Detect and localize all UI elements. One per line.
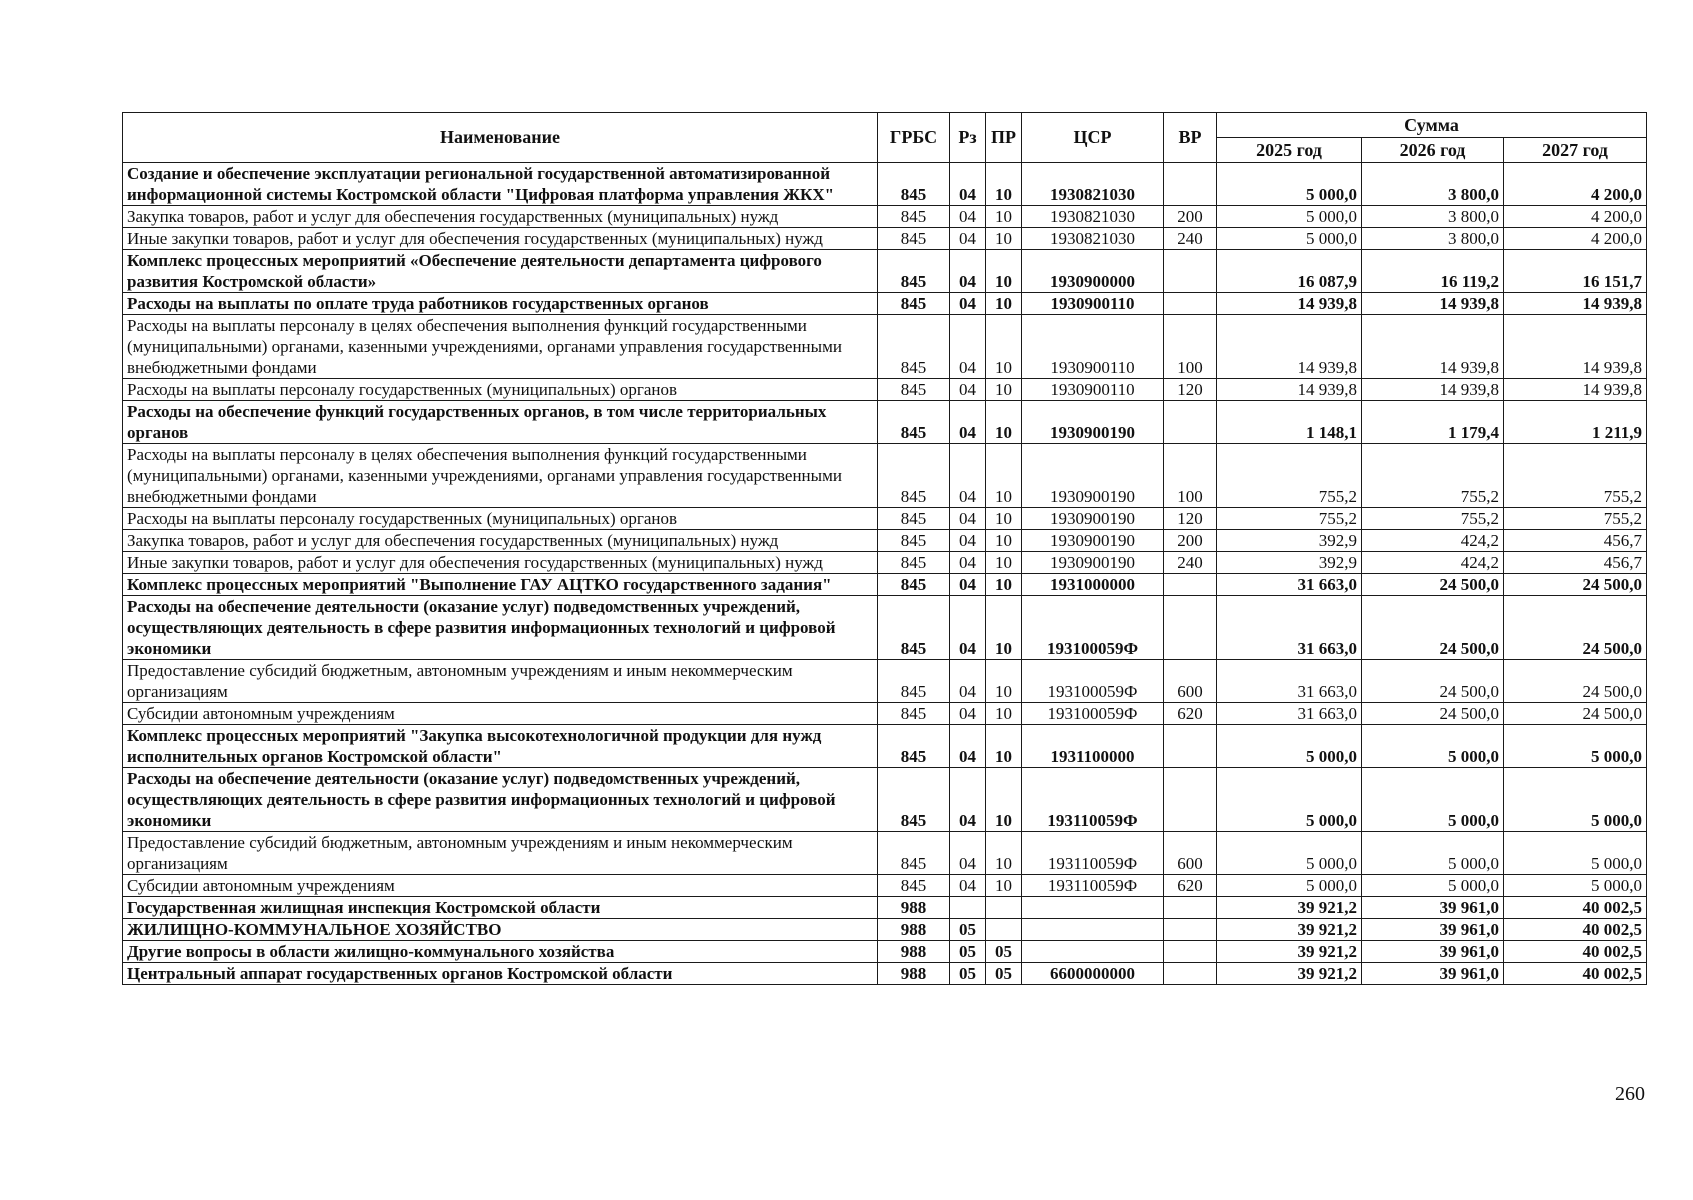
- cell-sum-2027: 16 151,7: [1504, 250, 1647, 293]
- table-row: [123, 919, 1647, 941]
- cell-sum-2025: 1 148,1: [1217, 401, 1362, 444]
- cell-csr: [1022, 897, 1164, 919]
- cell-vr: [1164, 401, 1217, 444]
- cell-pr: 10: [986, 228, 1022, 250]
- cell-vr: [1164, 941, 1217, 963]
- cell-csr: 193110059Ф: [1022, 875, 1164, 897]
- cell-vr: [1164, 293, 1217, 315]
- cell-pr: 10: [986, 444, 1022, 508]
- cell-name: Иные закупки товаров, работ и услуг для обеспечения государственных (муниципальных) нужд: [123, 228, 878, 250]
- cell-rz: 04: [950, 530, 986, 552]
- cell-pr: 10: [986, 768, 1022, 832]
- cell-vr: [1164, 897, 1217, 919]
- cell-grbs: 988: [878, 941, 950, 963]
- cell-sum-2026: 39 961,0: [1362, 963, 1504, 985]
- cell-sum-2025: 5 000,0: [1217, 163, 1362, 206]
- cell-name: Расходы на обеспечение деятельности (оказание услуг) подведомственных учреждений, осуществляющих деятельность в сфере развития информационных технологий и цифровой экономики: [123, 596, 878, 660]
- cell-name: Расходы на выплаты по оплате труда работников государственных органов: [123, 293, 878, 315]
- cell-sum-2025: 31 663,0: [1217, 703, 1362, 725]
- cell-sum-2027: 4 200,0: [1504, 206, 1647, 228]
- cell-name: Расходы на выплаты персоналу в целях обеспечения выполнения функций государственными (муниципальными) органами, казенными учреждениями, органами управления государственными внебюджетными фондами: [123, 315, 878, 379]
- cell-rz: 04: [950, 574, 986, 596]
- cell-csr: 1930900190: [1022, 444, 1164, 508]
- cell-rz: 04: [950, 315, 986, 379]
- header-grbs: ГРБС: [878, 113, 950, 163]
- cell-sum-2025: 14 939,8: [1217, 379, 1362, 401]
- cell-rz: [950, 897, 986, 919]
- cell-pr: 10: [986, 315, 1022, 379]
- cell-sum-2027: 4 200,0: [1504, 228, 1647, 250]
- cell-grbs: 845: [878, 206, 950, 228]
- table-row: [123, 703, 1647, 725]
- cell-vr: 120: [1164, 508, 1217, 530]
- cell-rz: 04: [950, 508, 986, 530]
- cell-name: Расходы на обеспечение деятельности (оказание услуг) подведомственных учреждений, осуществляющих деятельность в сфере развития информационных технологий и цифровой экономики: [123, 768, 878, 832]
- cell-sum-2025: 31 663,0: [1217, 574, 1362, 596]
- cell-grbs: 845: [878, 401, 950, 444]
- cell-sum-2027: 24 500,0: [1504, 660, 1647, 703]
- cell-sum-2025: 392,9: [1217, 530, 1362, 552]
- cell-rz: 04: [950, 250, 986, 293]
- table-row: [123, 379, 1647, 401]
- cell-sum-2025: 5 000,0: [1217, 228, 1362, 250]
- cell-grbs: 845: [878, 379, 950, 401]
- cell-sum-2027: 456,7: [1504, 530, 1647, 552]
- header-name: Наименование: [123, 113, 878, 163]
- cell-vr: [1164, 574, 1217, 596]
- cell-grbs: 845: [878, 596, 950, 660]
- cell-sum-2026: 3 800,0: [1362, 206, 1504, 228]
- cell-sum-2027: 456,7: [1504, 552, 1647, 574]
- cell-sum-2026: 424,2: [1362, 552, 1504, 574]
- cell-rz: 04: [950, 703, 986, 725]
- cell-name: Государственная жилищная инспекция Костромской области: [123, 897, 878, 919]
- cell-rz: 04: [950, 596, 986, 660]
- cell-pr: 10: [986, 401, 1022, 444]
- cell-name: Субсидии автономным учреждениям: [123, 875, 878, 897]
- table-row: [123, 552, 1647, 574]
- cell-sum-2025: 14 939,8: [1217, 315, 1362, 379]
- cell-rz: 04: [950, 206, 986, 228]
- cell-name: Закупка товаров, работ и услуг для обеспечения государственных (муниципальных) нужд: [123, 206, 878, 228]
- table-body: [123, 163, 1647, 985]
- cell-sum-2026: 16 119,2: [1362, 250, 1504, 293]
- cell-sum-2026: 5 000,0: [1362, 725, 1504, 768]
- cell-name: Расходы на выплаты персоналу государственных (муниципальных) органов: [123, 379, 878, 401]
- cell-sum-2025: 14 939,8: [1217, 293, 1362, 315]
- table-row: [123, 574, 1647, 596]
- cell-rz: 05: [950, 963, 986, 985]
- cell-csr: [1022, 919, 1164, 941]
- cell-sum-2027: 5 000,0: [1504, 875, 1647, 897]
- cell-csr: 1930821030: [1022, 163, 1164, 206]
- cell-sum-2026: 24 500,0: [1362, 574, 1504, 596]
- cell-grbs: 845: [878, 832, 950, 875]
- cell-sum-2027: 5 000,0: [1504, 768, 1647, 832]
- cell-sum-2027: 40 002,5: [1504, 941, 1647, 963]
- table-row: [123, 206, 1647, 228]
- cell-sum-2027: 14 939,8: [1504, 379, 1647, 401]
- cell-sum-2026: 5 000,0: [1362, 832, 1504, 875]
- cell-vr: 120: [1164, 379, 1217, 401]
- cell-sum-2025: 31 663,0: [1217, 660, 1362, 703]
- cell-vr: 100: [1164, 444, 1217, 508]
- cell-sum-2027: 4 200,0: [1504, 163, 1647, 206]
- cell-grbs: 845: [878, 163, 950, 206]
- table-row: [123, 596, 1647, 660]
- cell-pr: 10: [986, 725, 1022, 768]
- header-csr: ЦСР: [1022, 113, 1164, 163]
- cell-sum-2027: 24 500,0: [1504, 596, 1647, 660]
- cell-csr: 1930900000: [1022, 250, 1164, 293]
- cell-csr: 1930821030: [1022, 228, 1164, 250]
- cell-grbs: 845: [878, 660, 950, 703]
- cell-csr: 1930900190: [1022, 508, 1164, 530]
- cell-csr: 1931100000: [1022, 725, 1164, 768]
- cell-csr: [1022, 941, 1164, 963]
- cell-sum-2026: 24 500,0: [1362, 703, 1504, 725]
- cell-sum-2026: 755,2: [1362, 508, 1504, 530]
- cell-vr: 200: [1164, 206, 1217, 228]
- cell-pr: 10: [986, 832, 1022, 875]
- cell-sum-2026: 5 000,0: [1362, 875, 1504, 897]
- cell-sum-2027: 24 500,0: [1504, 703, 1647, 725]
- header-year-2025: 2025 год: [1217, 138, 1362, 163]
- cell-name: Закупка товаров, работ и услуг для обеспечения государственных (муниципальных) нужд: [123, 530, 878, 552]
- cell-rz: 04: [950, 444, 986, 508]
- cell-vr: 600: [1164, 660, 1217, 703]
- cell-name: Комплекс процессных мероприятий "Закупка высокотехнологичной продукции для нужд исполнительных органов Костромской области": [123, 725, 878, 768]
- table-row: [123, 725, 1647, 768]
- cell-name: Расходы на выплаты персоналу в целях обеспечения выполнения функций государственными (муниципальными) органами, казенными учреждениями, органами управления государственными внебюджетными фондами: [123, 444, 878, 508]
- cell-csr: 193100059Ф: [1022, 660, 1164, 703]
- cell-rz: 04: [950, 660, 986, 703]
- cell-csr: 1930900110: [1022, 379, 1164, 401]
- cell-pr: 10: [986, 552, 1022, 574]
- cell-pr: 10: [986, 293, 1022, 315]
- table-row: [123, 832, 1647, 875]
- cell-vr: [1164, 596, 1217, 660]
- cell-csr: 193100059Ф: [1022, 596, 1164, 660]
- header-pr: ПР: [986, 113, 1022, 163]
- table-header: [123, 113, 1647, 163]
- cell-name: Расходы на выплаты персоналу государственных (муниципальных) органов: [123, 508, 878, 530]
- header-rz: Рз: [950, 113, 986, 163]
- cell-grbs: 845: [878, 552, 950, 574]
- cell-sum-2026: 14 939,8: [1362, 315, 1504, 379]
- cell-grbs: 845: [878, 574, 950, 596]
- cell-vr: [1164, 919, 1217, 941]
- cell-rz: 04: [950, 875, 986, 897]
- cell-grbs: 845: [878, 530, 950, 552]
- table-row: [123, 897, 1647, 919]
- table-row: [123, 768, 1647, 832]
- page-number: 260: [1615, 1083, 1645, 1105]
- cell-csr: 193100059Ф: [1022, 703, 1164, 725]
- cell-sum-2026: 39 961,0: [1362, 941, 1504, 963]
- cell-vr: 600: [1164, 832, 1217, 875]
- cell-sum-2027: 24 500,0: [1504, 574, 1647, 596]
- cell-pr: 10: [986, 703, 1022, 725]
- header-sum: Сумма: [1217, 113, 1647, 138]
- cell-sum-2025: 755,2: [1217, 508, 1362, 530]
- cell-name: Предоставление субсидий бюджетным, автономным учреждениям и иным некоммерческим организациям: [123, 832, 878, 875]
- cell-grbs: 845: [878, 768, 950, 832]
- cell-sum-2027: 14 939,8: [1504, 293, 1647, 315]
- cell-pr: 10: [986, 875, 1022, 897]
- cell-rz: 04: [950, 401, 986, 444]
- table-row: [123, 444, 1647, 508]
- table-row: [123, 660, 1647, 703]
- cell-grbs: 988: [878, 897, 950, 919]
- cell-vr: 240: [1164, 552, 1217, 574]
- cell-grbs: 988: [878, 919, 950, 941]
- budget-table: [122, 112, 1647, 985]
- cell-pr: 10: [986, 206, 1022, 228]
- cell-name: Субсидии автономным учреждениям: [123, 703, 878, 725]
- cell-grbs: 845: [878, 315, 950, 379]
- cell-rz: 04: [950, 552, 986, 574]
- cell-grbs: 845: [878, 703, 950, 725]
- cell-pr: 10: [986, 596, 1022, 660]
- cell-vr: [1164, 725, 1217, 768]
- cell-vr: 200: [1164, 530, 1217, 552]
- cell-pr: 10: [986, 530, 1022, 552]
- cell-sum-2026: 755,2: [1362, 444, 1504, 508]
- cell-grbs: 845: [878, 228, 950, 250]
- header-year-2026: 2026 год: [1362, 138, 1504, 163]
- cell-vr: [1164, 768, 1217, 832]
- cell-name: Иные закупки товаров, работ и услуг для обеспечения государственных (муниципальных) нужд: [123, 552, 878, 574]
- cell-sum-2025: 39 921,2: [1217, 941, 1362, 963]
- cell-name: Центральный аппарат государственных органов Костромской области: [123, 963, 878, 985]
- table-row: [123, 228, 1647, 250]
- cell-rz: 04: [950, 768, 986, 832]
- table-row: [123, 401, 1647, 444]
- cell-pr: 10: [986, 508, 1022, 530]
- cell-rz: 04: [950, 725, 986, 768]
- cell-sum-2027: 14 939,8: [1504, 315, 1647, 379]
- cell-vr: 240: [1164, 228, 1217, 250]
- cell-csr: 1930900190: [1022, 530, 1164, 552]
- cell-sum-2025: 5 000,0: [1217, 832, 1362, 875]
- cell-sum-2025: 39 921,2: [1217, 897, 1362, 919]
- cell-grbs: 845: [878, 293, 950, 315]
- cell-vr: 100: [1164, 315, 1217, 379]
- cell-name: Комплекс процессных мероприятий «Обеспечение деятельности департамента цифрового развития Костромской области»: [123, 250, 878, 293]
- table-row: [123, 963, 1647, 985]
- cell-sum-2027: 40 002,5: [1504, 897, 1647, 919]
- cell-sum-2025: 39 921,2: [1217, 919, 1362, 941]
- cell-csr: 1930900110: [1022, 293, 1164, 315]
- cell-csr: 1930900190: [1022, 552, 1164, 574]
- cell-pr: 05: [986, 941, 1022, 963]
- cell-sum-2026: 14 939,8: [1362, 379, 1504, 401]
- cell-vr: [1164, 963, 1217, 985]
- cell-csr: 1930900110: [1022, 315, 1164, 379]
- cell-sum-2026: 14 939,8: [1362, 293, 1504, 315]
- cell-rz: 05: [950, 919, 986, 941]
- cell-pr: 10: [986, 250, 1022, 293]
- cell-sum-2025: 5 000,0: [1217, 768, 1362, 832]
- cell-rz: 05: [950, 941, 986, 963]
- cell-sum-2025: 392,9: [1217, 552, 1362, 574]
- cell-csr: 1931000000: [1022, 574, 1164, 596]
- cell-sum-2026: 1 179,4: [1362, 401, 1504, 444]
- cell-sum-2026: 3 800,0: [1362, 228, 1504, 250]
- cell-rz: 04: [950, 228, 986, 250]
- header-year-2027: 2027 год: [1504, 138, 1647, 163]
- cell-sum-2027: 1 211,9: [1504, 401, 1647, 444]
- cell-csr: 193110059Ф: [1022, 768, 1164, 832]
- cell-rz: 04: [950, 832, 986, 875]
- cell-sum-2025: 755,2: [1217, 444, 1362, 508]
- table-row: [123, 941, 1647, 963]
- table-row: [123, 530, 1647, 552]
- cell-sum-2025: 5 000,0: [1217, 206, 1362, 228]
- cell-grbs: 845: [878, 250, 950, 293]
- cell-name: Другие вопросы в области жилищно-коммунального хозяйства: [123, 941, 878, 963]
- cell-grbs: 845: [878, 508, 950, 530]
- cell-rz: 04: [950, 163, 986, 206]
- table-row: [123, 315, 1647, 379]
- cell-rz: 04: [950, 293, 986, 315]
- cell-pr: [986, 897, 1022, 919]
- cell-vr: 620: [1164, 875, 1217, 897]
- cell-name: Комплекс процессных мероприятий "Выполнение ГАУ АЦТКО государственного задания": [123, 574, 878, 596]
- cell-pr: [986, 919, 1022, 941]
- cell-pr: 05: [986, 963, 1022, 985]
- cell-sum-2027: 40 002,5: [1504, 919, 1647, 941]
- cell-vr: [1164, 250, 1217, 293]
- cell-pr: 10: [986, 574, 1022, 596]
- cell-grbs: 845: [878, 875, 950, 897]
- cell-sum-2026: 5 000,0: [1362, 768, 1504, 832]
- cell-pr: 10: [986, 379, 1022, 401]
- table-row: [123, 293, 1647, 315]
- cell-pr: 10: [986, 660, 1022, 703]
- cell-sum-2025: 5 000,0: [1217, 875, 1362, 897]
- cell-csr: 1930900190: [1022, 401, 1164, 444]
- cell-csr: 6600000000: [1022, 963, 1164, 985]
- cell-pr: 10: [986, 163, 1022, 206]
- cell-vr: [1164, 163, 1217, 206]
- table-row: [123, 875, 1647, 897]
- cell-sum-2025: 31 663,0: [1217, 596, 1362, 660]
- cell-name: Предоставление субсидий бюджетным, автономным учреждениям и иным некоммерческим организациям: [123, 660, 878, 703]
- cell-sum-2026: 24 500,0: [1362, 596, 1504, 660]
- cell-sum-2027: 5 000,0: [1504, 725, 1647, 768]
- cell-grbs: 845: [878, 725, 950, 768]
- table-row: [123, 163, 1647, 206]
- cell-sum-2027: 755,2: [1504, 508, 1647, 530]
- table-row: [123, 508, 1647, 530]
- cell-sum-2025: 39 921,2: [1217, 963, 1362, 985]
- table-row: [123, 250, 1647, 293]
- cell-sum-2025: 5 000,0: [1217, 725, 1362, 768]
- cell-name: Расходы на обеспечение функций государственных органов, в том числе территориальных органов: [123, 401, 878, 444]
- cell-sum-2025: 16 087,9: [1217, 250, 1362, 293]
- cell-sum-2026: 24 500,0: [1362, 660, 1504, 703]
- header-vr: ВР: [1164, 113, 1217, 163]
- cell-rz: 04: [950, 379, 986, 401]
- cell-sum-2026: 424,2: [1362, 530, 1504, 552]
- cell-grbs: 845: [878, 444, 950, 508]
- cell-csr: 1930821030: [1022, 206, 1164, 228]
- cell-sum-2027: 40 002,5: [1504, 963, 1647, 985]
- cell-grbs: 988: [878, 963, 950, 985]
- cell-vr: 620: [1164, 703, 1217, 725]
- cell-name: Создание и обеспечение эксплуатации региональной государственной автоматизированной информационной системы Костромской области "Цифровая платформа управления ЖКХ": [123, 163, 878, 206]
- cell-sum-2027: 5 000,0: [1504, 832, 1647, 875]
- cell-sum-2027: 755,2: [1504, 444, 1647, 508]
- cell-name: ЖИЛИЩНО-КОММУНАЛЬНОЕ ХОЗЯЙСТВО: [123, 919, 878, 941]
- cell-sum-2026: 39 961,0: [1362, 897, 1504, 919]
- cell-sum-2026: 39 961,0: [1362, 919, 1504, 941]
- cell-sum-2026: 3 800,0: [1362, 163, 1504, 206]
- cell-csr: 193110059Ф: [1022, 832, 1164, 875]
